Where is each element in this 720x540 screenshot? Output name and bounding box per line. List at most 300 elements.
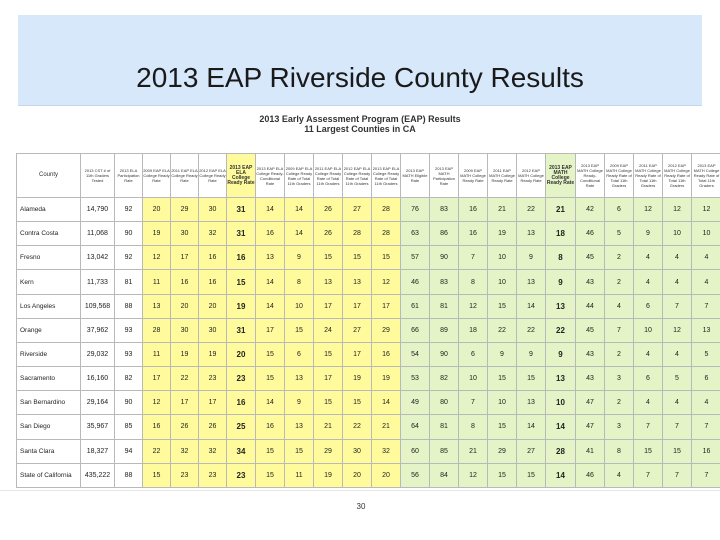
value-cell: 14 [256, 270, 285, 294]
value-cell: 83 [430, 198, 459, 222]
value-cell: 8 [605, 439, 634, 463]
column-header: 2011 EAP ELA College Ready Rate [171, 154, 199, 198]
value-cell: 23 [227, 367, 256, 391]
column-header: 2013 EAP MATH College Ready-Conditional Rate [576, 154, 605, 198]
value-cell: 20 [199, 294, 227, 318]
value-cell: 4 [634, 246, 663, 270]
value-cell: 12 [692, 198, 720, 222]
value-cell: 20 [143, 198, 171, 222]
value-cell: 10 [488, 270, 517, 294]
value-cell: 15 [256, 463, 285, 487]
value-cell: 81 [430, 415, 459, 439]
county-cell: Sacramento [17, 367, 81, 391]
value-cell: 43 [576, 367, 605, 391]
value-cell: 14 [517, 294, 546, 318]
value-cell: 14 [546, 415, 576, 439]
value-cell: 30 [199, 198, 227, 222]
value-cell: 12 [143, 391, 171, 415]
value-cell: 4 [634, 342, 663, 366]
value-cell: 9 [517, 246, 546, 270]
value-cell: 13 [692, 318, 720, 342]
value-cell: 16 [459, 198, 488, 222]
value-cell: 17 [171, 391, 199, 415]
value-cell: 90 [115, 391, 143, 415]
column-header: 2013 EAP MATH Participation Rate [430, 154, 459, 198]
table-header-row [17, 154, 720, 198]
column-header: 2012 EAP ELA College Ready Rate of Total 11th Graders [343, 154, 372, 198]
value-cell: 15 [488, 463, 517, 487]
value-cell: 6 [634, 367, 663, 391]
value-cell: 80 [430, 391, 459, 415]
value-cell: 16 [143, 415, 171, 439]
value-cell: 13,042 [81, 246, 115, 270]
value-cell: 13 [517, 222, 546, 246]
column-header: 2013 ELA Participation Rate [115, 154, 143, 198]
value-cell: 34 [227, 439, 256, 463]
value-cell: 32 [372, 439, 401, 463]
value-cell: 82 [430, 367, 459, 391]
value-cell: 16 [227, 391, 256, 415]
value-cell: 13 [256, 246, 285, 270]
value-cell: 13 [546, 294, 576, 318]
value-cell: 22 [343, 415, 372, 439]
value-cell: 2 [605, 270, 634, 294]
value-cell: 28 [546, 439, 576, 463]
value-cell: 29 [171, 198, 199, 222]
value-cell: 90 [430, 342, 459, 366]
value-cell: 30 [199, 318, 227, 342]
value-cell: 16 [256, 222, 285, 246]
column-header: 2013 EAP MATH Eligible Rate [401, 154, 430, 198]
value-cell: 14 [256, 198, 285, 222]
table-row [17, 294, 720, 318]
value-cell: 9 [546, 342, 576, 366]
value-cell: 92 [115, 198, 143, 222]
value-cell: 83 [430, 270, 459, 294]
value-cell: 22 [143, 439, 171, 463]
column-header: 2012 EAP MATH College Ready Rate [517, 154, 546, 198]
value-cell: 92 [115, 246, 143, 270]
value-cell: 54 [401, 342, 430, 366]
value-cell: 16 [256, 415, 285, 439]
column-header: 2009 EAP ELA College Ready Rate of Total 11th Graders [285, 154, 314, 198]
value-cell: 22 [488, 318, 517, 342]
column-header: 2013 EAP ELA College Ready Rate of Total 11th Graders [372, 154, 401, 198]
value-cell: 32 [199, 222, 227, 246]
value-cell: 41 [576, 439, 605, 463]
value-cell: 27 [343, 198, 372, 222]
value-cell: 23 [227, 463, 256, 487]
value-cell: 12 [663, 198, 692, 222]
value-cell: 31 [227, 222, 256, 246]
value-cell: 81 [115, 270, 143, 294]
county-cell: Fresno [17, 246, 81, 270]
column-header: 2013 CST # of 11th Graders Tested [81, 154, 115, 198]
value-cell: 10 [634, 318, 663, 342]
value-cell: 35,967 [81, 415, 115, 439]
value-cell: 13 [517, 391, 546, 415]
county-cell: Alameda [17, 198, 81, 222]
table-body [17, 198, 720, 488]
value-cell: 15 [488, 415, 517, 439]
county-cell: Kern [17, 270, 81, 294]
value-cell: 86 [430, 222, 459, 246]
value-cell: 17 [171, 246, 199, 270]
table-row [17, 415, 720, 439]
value-cell: 7 [634, 415, 663, 439]
value-cell: 11 [143, 270, 171, 294]
value-cell: 15 [285, 318, 314, 342]
value-cell: 88 [115, 294, 143, 318]
value-cell: 49 [401, 391, 430, 415]
value-cell: 17 [343, 342, 372, 366]
county-cell: San Diego [17, 415, 81, 439]
value-cell: 8 [459, 415, 488, 439]
value-cell: 15 [227, 270, 256, 294]
value-cell: 2 [605, 246, 634, 270]
county-cell: Orange [17, 318, 81, 342]
column-header: 2009 EAP ELA College Ready Rate [143, 154, 171, 198]
value-cell: 28 [372, 222, 401, 246]
value-cell: 28 [372, 198, 401, 222]
table-caption-title: 2013 Early Assessment Program (EAP) Results [259, 114, 461, 124]
value-cell: 22 [171, 367, 199, 391]
value-cell: 10 [546, 391, 576, 415]
value-cell: 2 [605, 391, 634, 415]
value-cell: 6 [285, 342, 314, 366]
county-cell: Contra Costa [17, 222, 81, 246]
value-cell: 20 [171, 294, 199, 318]
value-cell: 29,164 [81, 391, 115, 415]
value-cell: 19 [227, 294, 256, 318]
value-cell: 15 [663, 439, 692, 463]
column-header: 2013 EAP ELA College Ready-Conditional Rate [256, 154, 285, 198]
value-cell: 15 [256, 367, 285, 391]
value-cell: 81 [430, 294, 459, 318]
value-cell: 29 [488, 439, 517, 463]
value-cell: 3 [605, 415, 634, 439]
value-cell: 21 [314, 415, 343, 439]
value-cell: 16 [199, 270, 227, 294]
value-cell: 4 [634, 270, 663, 294]
column-header: 2011 EAP ELA College Ready Rate of Total 11th Graders [314, 154, 343, 198]
value-cell: 29 [372, 318, 401, 342]
value-cell: 7 [692, 294, 720, 318]
value-cell: 14 [285, 198, 314, 222]
value-cell: 12 [634, 198, 663, 222]
value-cell: 30 [343, 439, 372, 463]
value-cell: 28 [143, 318, 171, 342]
county-cell: Los Angeles [17, 294, 81, 318]
value-cell: 15 [488, 367, 517, 391]
value-cell: 29,032 [81, 342, 115, 366]
value-cell: 37,962 [81, 318, 115, 342]
value-cell: 27 [517, 439, 546, 463]
value-cell: 19 [143, 222, 171, 246]
value-cell: 14 [285, 222, 314, 246]
value-cell: 11 [285, 463, 314, 487]
value-cell: 4 [663, 342, 692, 366]
value-cell: 10 [663, 222, 692, 246]
value-cell: 32 [199, 439, 227, 463]
table-row [17, 246, 720, 270]
value-cell: 16 [199, 246, 227, 270]
value-cell: 21 [459, 439, 488, 463]
value-cell: 7 [663, 415, 692, 439]
value-cell: 44 [576, 294, 605, 318]
value-cell: 15 [256, 439, 285, 463]
value-cell: 15 [314, 342, 343, 366]
value-cell: 43 [576, 270, 605, 294]
value-cell: 13 [143, 294, 171, 318]
value-cell: 15 [285, 439, 314, 463]
value-cell: 56 [401, 463, 430, 487]
value-cell: 4 [663, 391, 692, 415]
value-cell: 94 [115, 439, 143, 463]
value-cell: 53 [401, 367, 430, 391]
value-cell: 22 [517, 198, 546, 222]
column-header: 2009 EAP MATH College Ready Rate of Total 11th Graders [605, 154, 634, 198]
value-cell: 43 [576, 342, 605, 366]
value-cell: 45 [576, 318, 605, 342]
value-cell: 9 [546, 270, 576, 294]
value-cell: 13 [343, 270, 372, 294]
table-row [17, 318, 720, 342]
value-cell: 14,790 [81, 198, 115, 222]
value-cell: 4 [605, 294, 634, 318]
column-header: 2013 EAP MATH College Ready Rate [546, 154, 576, 198]
value-cell: 16 [372, 342, 401, 366]
value-cell: 12 [372, 270, 401, 294]
value-cell: 82 [115, 367, 143, 391]
value-cell: 10 [692, 222, 720, 246]
value-cell: 9 [488, 342, 517, 366]
table-caption-subtitle: 11 Largest Counties in CA [304, 124, 416, 134]
value-cell: 5 [605, 222, 634, 246]
value-cell: 6 [692, 367, 720, 391]
value-cell: 84 [430, 463, 459, 487]
county-cell: San Bernardino [17, 391, 81, 415]
value-cell: 30 [171, 222, 199, 246]
table-row [17, 342, 720, 366]
value-cell: 4 [663, 270, 692, 294]
value-cell: 15 [343, 391, 372, 415]
value-cell: 60 [401, 439, 430, 463]
value-cell: 17 [314, 367, 343, 391]
value-cell: 9 [285, 246, 314, 270]
value-cell: 4 [634, 391, 663, 415]
value-cell: 7 [634, 463, 663, 487]
value-cell: 57 [401, 246, 430, 270]
value-cell: 10 [285, 294, 314, 318]
value-cell: 7 [692, 463, 720, 487]
value-cell: 42 [576, 198, 605, 222]
value-cell: 4 [692, 246, 720, 270]
value-cell: 17 [343, 294, 372, 318]
column-header: 2009 EAP MATH College Ready Rate [459, 154, 488, 198]
table-row [17, 270, 720, 294]
value-cell: 16 [692, 439, 720, 463]
results-table-container [16, 153, 720, 488]
value-cell: 61 [401, 294, 430, 318]
value-cell: 76 [401, 198, 430, 222]
table-row [17, 391, 720, 415]
value-cell: 13 [517, 270, 546, 294]
value-cell: 13 [546, 367, 576, 391]
table-row [17, 198, 720, 222]
value-cell: 20 [343, 463, 372, 487]
value-cell: 20 [372, 463, 401, 487]
value-cell: 16,160 [81, 367, 115, 391]
value-cell: 31 [227, 318, 256, 342]
value-cell: 46 [576, 222, 605, 246]
value-cell: 7 [459, 391, 488, 415]
value-cell: 15 [517, 367, 546, 391]
value-cell: 24 [314, 318, 343, 342]
value-cell: 22 [517, 318, 546, 342]
value-cell: 32 [171, 439, 199, 463]
value-cell: 14 [256, 391, 285, 415]
value-cell: 23 [199, 463, 227, 487]
value-cell: 26 [171, 415, 199, 439]
value-cell: 89 [430, 318, 459, 342]
value-cell: 15 [314, 246, 343, 270]
value-cell: 23 [199, 367, 227, 391]
value-cell: 19 [343, 367, 372, 391]
value-cell: 85 [115, 415, 143, 439]
value-cell: 19 [488, 222, 517, 246]
value-cell: 7 [663, 294, 692, 318]
value-cell: 15 [314, 391, 343, 415]
value-cell: 6 [605, 198, 634, 222]
value-cell: 3 [605, 367, 634, 391]
value-cell: 22 [546, 318, 576, 342]
value-cell: 12 [459, 294, 488, 318]
value-cell: 26 [314, 222, 343, 246]
value-cell: 4 [663, 246, 692, 270]
value-cell: 12 [143, 246, 171, 270]
value-cell: 6 [634, 294, 663, 318]
table-row [17, 463, 720, 487]
value-cell: 11 [143, 342, 171, 366]
value-cell: 66 [401, 318, 430, 342]
value-cell: 17 [199, 391, 227, 415]
value-cell: 31 [227, 198, 256, 222]
column-header: 2011 EAP MATH College Ready Rate [488, 154, 517, 198]
value-cell: 18 [459, 318, 488, 342]
value-cell: 4 [692, 270, 720, 294]
value-cell: 5 [692, 342, 720, 366]
column-header: 2013 EAP MATH College Ready Rate of Total 11th Graders [692, 154, 720, 198]
value-cell: 47 [576, 415, 605, 439]
value-cell: 16 [227, 246, 256, 270]
footer-divider [0, 490, 720, 491]
value-cell: 18,327 [81, 439, 115, 463]
county-cell: State of California [17, 463, 81, 487]
value-cell: 7 [605, 318, 634, 342]
value-cell: 19 [171, 342, 199, 366]
value-cell: 26 [314, 198, 343, 222]
value-cell: 16 [459, 222, 488, 246]
value-cell: 90 [115, 222, 143, 246]
value-cell: 15 [256, 342, 285, 366]
value-cell: 21 [372, 415, 401, 439]
value-cell: 93 [115, 318, 143, 342]
value-cell: 23 [171, 463, 199, 487]
page-number: 30 [356, 502, 366, 511]
value-cell: 90 [430, 246, 459, 270]
value-cell: 26 [199, 415, 227, 439]
title-banner [18, 15, 702, 106]
value-cell: 15 [372, 246, 401, 270]
value-cell: 17 [143, 367, 171, 391]
value-cell: 46 [576, 463, 605, 487]
value-cell: 45 [576, 246, 605, 270]
value-cell: 28 [343, 222, 372, 246]
value-cell: 15 [517, 463, 546, 487]
value-cell: 9 [285, 391, 314, 415]
value-cell: 9 [634, 222, 663, 246]
value-cell: 14 [517, 415, 546, 439]
value-cell: 8 [285, 270, 314, 294]
value-cell: 17 [314, 294, 343, 318]
value-cell: 435,222 [81, 463, 115, 487]
value-cell: 20 [227, 342, 256, 366]
value-cell: 109,568 [81, 294, 115, 318]
value-cell: 29 [314, 439, 343, 463]
value-cell: 14 [546, 463, 576, 487]
table-row [17, 222, 720, 246]
value-cell: 16 [171, 270, 199, 294]
column-header: County [17, 154, 81, 198]
value-cell: 17 [256, 318, 285, 342]
column-header: 2013 EAP ELA College Ready Rate [227, 154, 256, 198]
table-row [17, 367, 720, 391]
value-cell: 19 [372, 367, 401, 391]
column-header: 2012 EAP ELA College Ready Rate [199, 154, 227, 198]
value-cell: 21 [546, 198, 576, 222]
value-cell: 85 [430, 439, 459, 463]
value-cell: 7 [692, 415, 720, 439]
value-cell: 13 [285, 415, 314, 439]
value-cell: 14 [372, 391, 401, 415]
column-header: 2012 EAP MATH College Ready Rate of Total 11th Graders [663, 154, 692, 198]
slide-title: 2013 EAP Riverside County Results [136, 62, 584, 93]
value-cell: 18 [546, 222, 576, 246]
value-cell: 8 [546, 246, 576, 270]
value-cell: 7 [663, 463, 692, 487]
value-cell: 25 [227, 415, 256, 439]
value-cell: 12 [459, 463, 488, 487]
value-cell: 8 [459, 270, 488, 294]
eap-results-table [16, 153, 720, 488]
value-cell: 12 [663, 318, 692, 342]
value-cell: 27 [343, 318, 372, 342]
value-cell: 11,733 [81, 270, 115, 294]
value-cell: 93 [115, 342, 143, 366]
column-header: 2011 EAP MATH College Ready Rate of Total 11th Graders [634, 154, 663, 198]
value-cell: 4 [605, 463, 634, 487]
value-cell: 11,068 [81, 222, 115, 246]
value-cell: 63 [401, 222, 430, 246]
value-cell: 17 [372, 294, 401, 318]
value-cell: 15 [343, 246, 372, 270]
value-cell: 15 [634, 439, 663, 463]
value-cell: 13 [314, 270, 343, 294]
value-cell: 7 [459, 246, 488, 270]
value-cell: 9 [517, 342, 546, 366]
value-cell: 2 [605, 342, 634, 366]
